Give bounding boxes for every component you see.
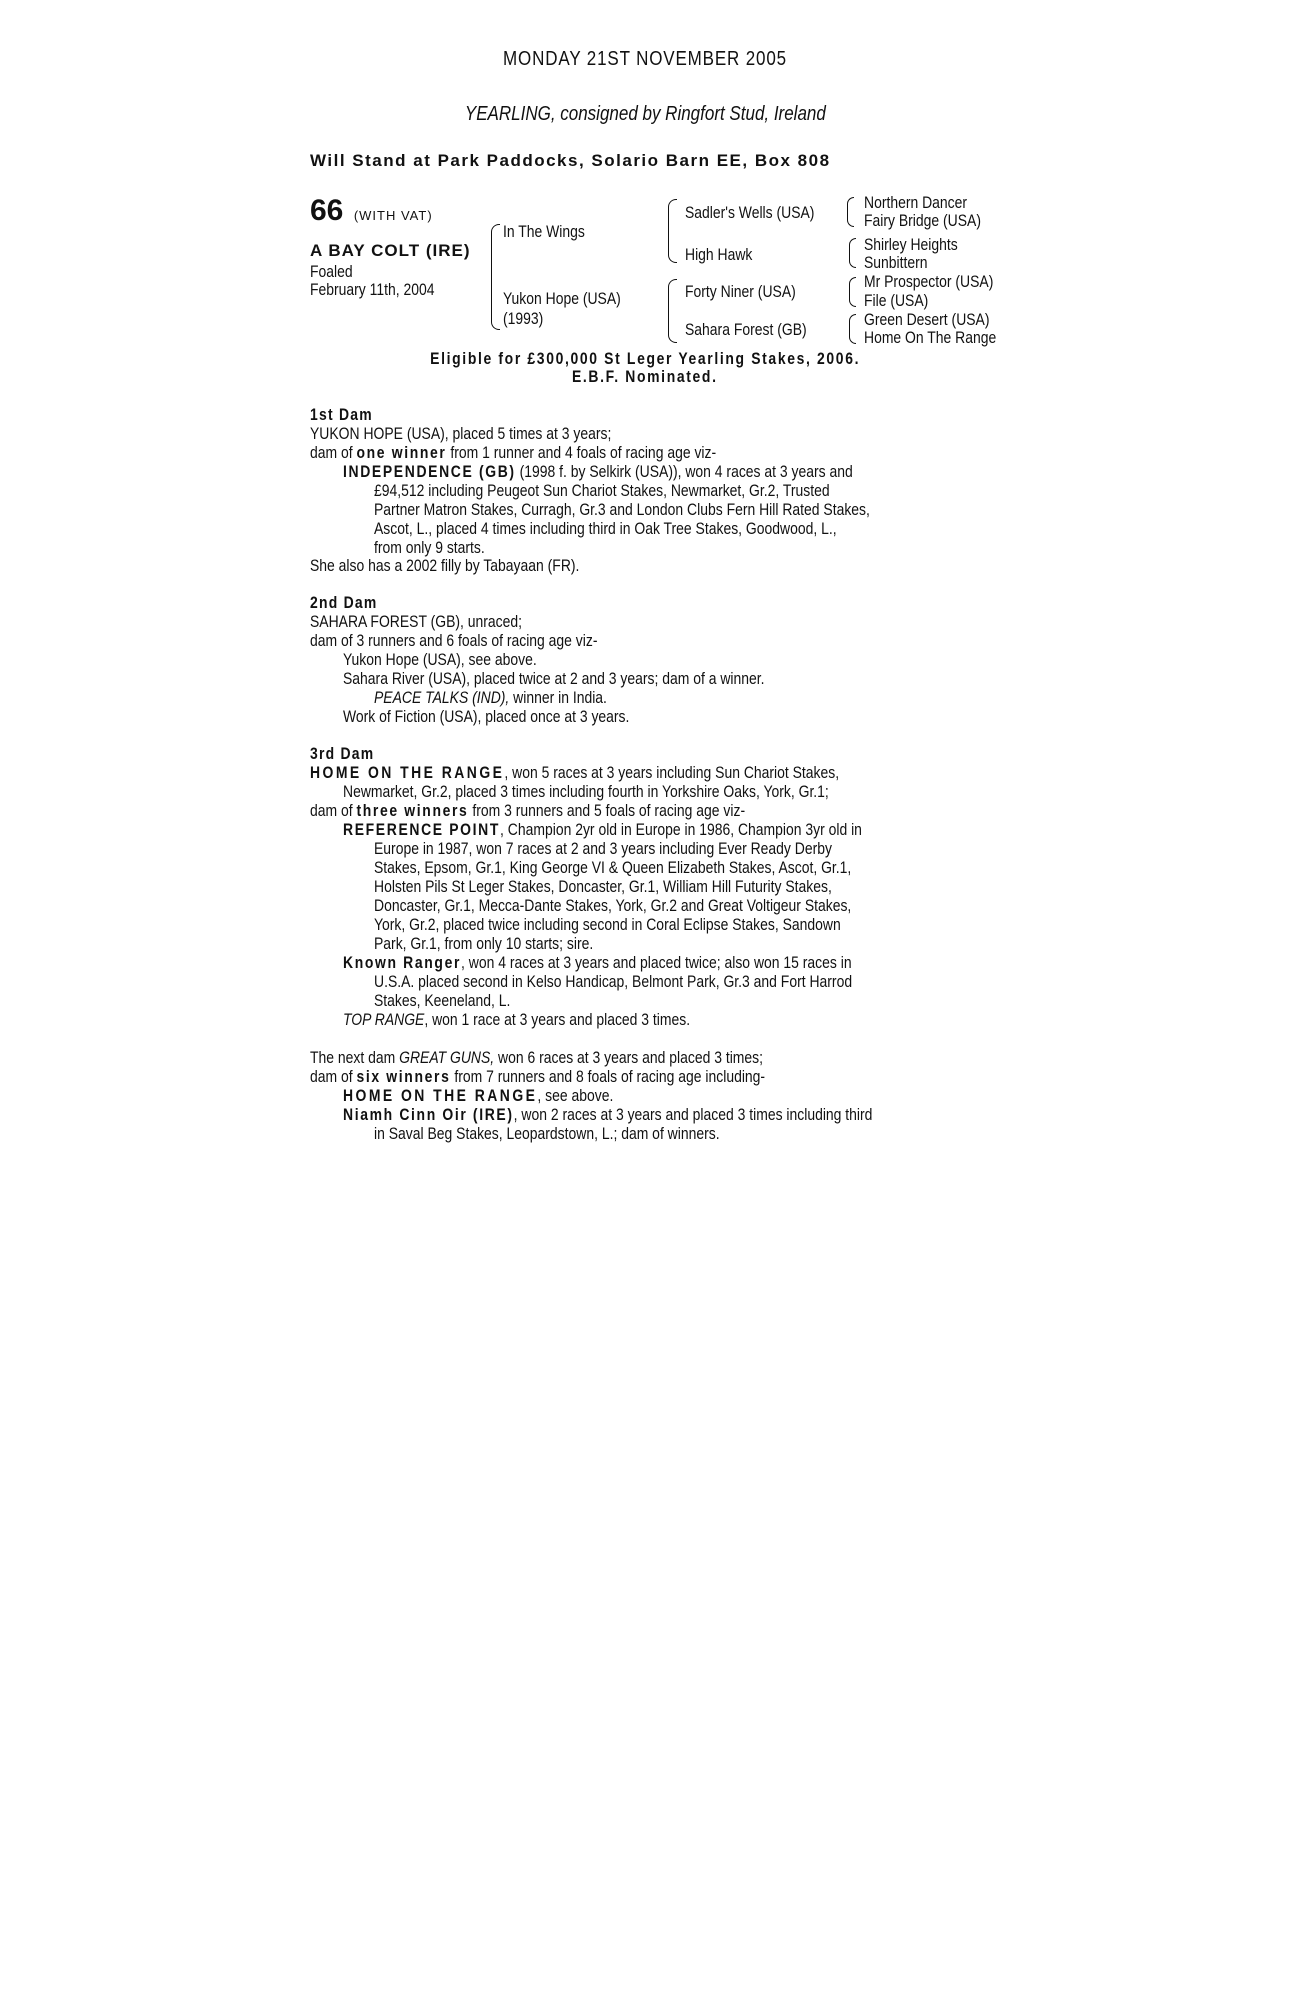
dam-name: HOME ON THE RANGE	[310, 763, 505, 782]
pedigree-dam-year: (1993)	[503, 309, 544, 328]
text-run: won 6 races at 3 years and placed 3 times;	[494, 1048, 764, 1067]
lot-description: A BAY COLT (IRE)	[310, 241, 471, 260]
third-dam-line-10: Park, Gr.1, from only 10 starts; sire.	[374, 934, 594, 953]
second-dam-line-3: Yukon Hope (USA), see above.	[343, 650, 537, 669]
winner-count: six winners	[356, 1067, 451, 1086]
pedigree-gg5: Mr Prospector (USA)	[864, 272, 994, 291]
third-dam-heading: 3rd Dam	[310, 744, 375, 763]
winner-count: one winner	[356, 443, 447, 462]
text-run: (1998 f. by Selkirk (USA)), won 4 races at 3 years and	[515, 462, 853, 481]
progeny-name: Niamh Cinn Oir (IRE)	[343, 1105, 514, 1124]
third-dam-line-8: Doncaster, Gr.1, Mecca-Dante Stakes, York, Gr.2 and Great Voltigeur Stakes,	[374, 896, 852, 915]
pedigree-gg4: Sunbittern	[864, 253, 928, 272]
pedigree-gg7: Green Desert (USA)	[864, 310, 990, 329]
progeny-name: PEACE TALKS (IND),	[374, 688, 510, 707]
third-dam-line-11	[343, 953, 852, 972]
text-run: The next dam	[310, 1048, 400, 1067]
vat-note: (WITH VAT)	[353, 208, 433, 223]
pedigree-brace-parents	[491, 224, 500, 330]
first-dam-line-6: Ascot, L., placed 4 times including third in Oak Tree Stakes, Goodwood, L.,	[374, 519, 837, 538]
pedigree-gg3: Shirley Heights	[864, 235, 958, 254]
third-dam-line-2: Newmarket, Gr.2, placed 3 times including fourth in Yorkshire Oaks, York, Gr.1;	[343, 782, 829, 801]
progeny-name: HOME ON THE RANGE	[343, 1086, 538, 1105]
third-dam-line-12: U.S.A. placed second in Kelso Handicap, Belmont Park, Gr.3 and Fort Harrod	[374, 972, 853, 991]
third-dam-line-1	[310, 763, 839, 782]
pedigree-dam-dam: Sahara Forest (GB)	[685, 320, 807, 339]
pedigree-sire: In The Wings	[503, 222, 585, 241]
third-dam-line-7: Holsten Pils St Leger Stakes, Doncaster, Gr.1, William Hill Futurity Stakes,	[374, 877, 832, 896]
ebf-text: E.B.F. Nominated.	[572, 367, 718, 386]
consignment-text: YEARLING, consigned by Ringfort Stud, Ireland	[464, 103, 826, 125]
sale-date-text: MONDAY 21ST NOVEMBER 2005	[503, 48, 787, 70]
text-run: from 3 runners and 5 foals of racing age viz-	[468, 801, 746, 820]
third-dam-line-6: Stakes, Epsom, Gr.1, King George VI & Queen Elizabeth Stakes, Ascot, Gr.1,	[374, 858, 852, 877]
lot-number: 66	[310, 194, 344, 227]
next-dam-line-2	[310, 1067, 765, 1086]
eligibility-text: Eligible for £300,000 St Leger Yearling Stakes, 2006.	[430, 349, 860, 368]
second-dam-line-1: SAHARA FOREST (GB), unraced;	[310, 612, 523, 631]
second-dam-line-2: dam of 3 runners and 6 foals of racing age viz-	[310, 631, 598, 650]
ebf-line	[0, 367, 1290, 387]
next-dam-line-4	[343, 1105, 872, 1124]
third-dam-line-3	[310, 801, 745, 820]
second-dam-line-4: Sahara River (USA), placed twice at 2 and 3 years; dam of a winner.	[343, 669, 765, 688]
pedigree-sire-dam: High Hawk	[685, 245, 753, 264]
dam-name: GREAT GUNS,	[399, 1048, 495, 1067]
third-dam-line-14	[343, 1010, 690, 1029]
text-run: dam of	[310, 1067, 357, 1086]
second-dam-line-6: Work of Fiction (USA), placed once at 3 years.	[343, 707, 630, 726]
pedigree-brace-g2	[849, 238, 856, 268]
pedigree-brace-dam	[668, 279, 677, 343]
text-run: dam of	[310, 801, 357, 820]
text-run: dam of	[310, 443, 357, 462]
second-dam-heading: 2nd Dam	[310, 593, 378, 612]
consignment-line	[0, 103, 1290, 126]
pedigree-brace-g1	[847, 197, 854, 227]
text-run: , won 4 races at 3 years and placed twice; also won 15 races in	[461, 953, 852, 972]
foaled-date: February 11th, 2004	[310, 280, 435, 299]
pedigree-dam: Yukon Hope (USA)	[503, 289, 621, 308]
text-run: , Champion 2yr old in Europe in 1986, Champion 3yr old in	[500, 820, 862, 839]
first-dam-line-8: She also has a 2002 filly by Tabayaan (FR).	[310, 556, 580, 575]
progeny-name: TOP RANGE	[343, 1010, 425, 1029]
third-dam-line-4	[343, 820, 862, 839]
third-dam-line-13: Stakes, Keeneland, L.	[374, 991, 511, 1010]
winner-count: three winners	[356, 801, 469, 820]
first-dam-line-5: Partner Matron Stakes, Curragh, Gr.3 and London Clubs Fern Hill Rated Stakes,	[374, 500, 870, 519]
pedigree-brace-sire	[668, 199, 677, 263]
first-dam-line-7: from only 9 starts.	[374, 538, 485, 557]
pedigree-gg8: Home On The Range	[864, 328, 997, 347]
text-run: from 1 runner and 4 foals of racing age viz-	[446, 443, 717, 462]
lot-number-row	[310, 194, 433, 228]
foaled-label: Foaled	[310, 262, 353, 281]
progeny-name: Known Ranger	[343, 953, 462, 972]
sale-date-heading	[0, 48, 1290, 71]
text-run: , won 5 races at 3 years including Sun Chariot Stakes,	[504, 763, 840, 782]
pedigree-dam-sire: Forty Niner (USA)	[685, 282, 796, 301]
pedigree-gg6: File (USA)	[864, 291, 929, 310]
stand-location: Will Stand at Park Paddocks, Solario Barn EE, Box 808	[310, 151, 831, 170]
pedigree-gg2: Fairy Bridge (USA)	[864, 211, 981, 230]
next-dam-line-3	[343, 1086, 613, 1105]
text-run: from 7 runners and 8 foals of racing age including-	[450, 1067, 766, 1086]
pedigree-brace-g4	[849, 314, 856, 344]
first-dam-heading: 1st Dam	[310, 405, 373, 424]
pedigree-brace-g3	[849, 277, 856, 307]
third-dam-line-5: Europe in 1987, won 7 races at 2 and 3 years including Ever Ready Derby	[374, 839, 832, 858]
text-run: winner in India.	[509, 688, 607, 707]
text-run: , see above.	[537, 1086, 614, 1105]
progeny-name: REFERENCE POINT	[343, 820, 501, 839]
text-run: , won 1 race at 3 years and placed 3 times.	[424, 1010, 691, 1029]
next-dam-line-1	[310, 1048, 763, 1067]
pedigree-gg1: Northern Dancer	[864, 193, 968, 212]
first-dam-line-2	[310, 443, 716, 462]
first-dam-line-4: £94,512 including Peugeot Sun Chariot Stakes, Newmarket, Gr.2, Trusted	[374, 481, 830, 500]
first-dam-line-1: YUKON HOPE (USA), placed 5 times at 3 years;	[310, 424, 612, 443]
pedigree-sire-sire: Sadler's Wells (USA)	[685, 203, 815, 222]
next-dam-line-5: in Saval Beg Stakes, Leopardstown, L.; dam of winners.	[374, 1124, 720, 1143]
eligibility-line	[0, 349, 1290, 369]
text-run: , won 2 races at 3 years and placed 3 times including third	[513, 1105, 873, 1124]
first-dam-line-3	[343, 462, 853, 481]
progeny-name: INDEPENDENCE (GB)	[343, 462, 516, 481]
third-dam-line-9: York, Gr.2, placed twice including second in Coral Eclipse Stakes, Sandown	[374, 915, 841, 934]
second-dam-line-5	[374, 688, 607, 707]
